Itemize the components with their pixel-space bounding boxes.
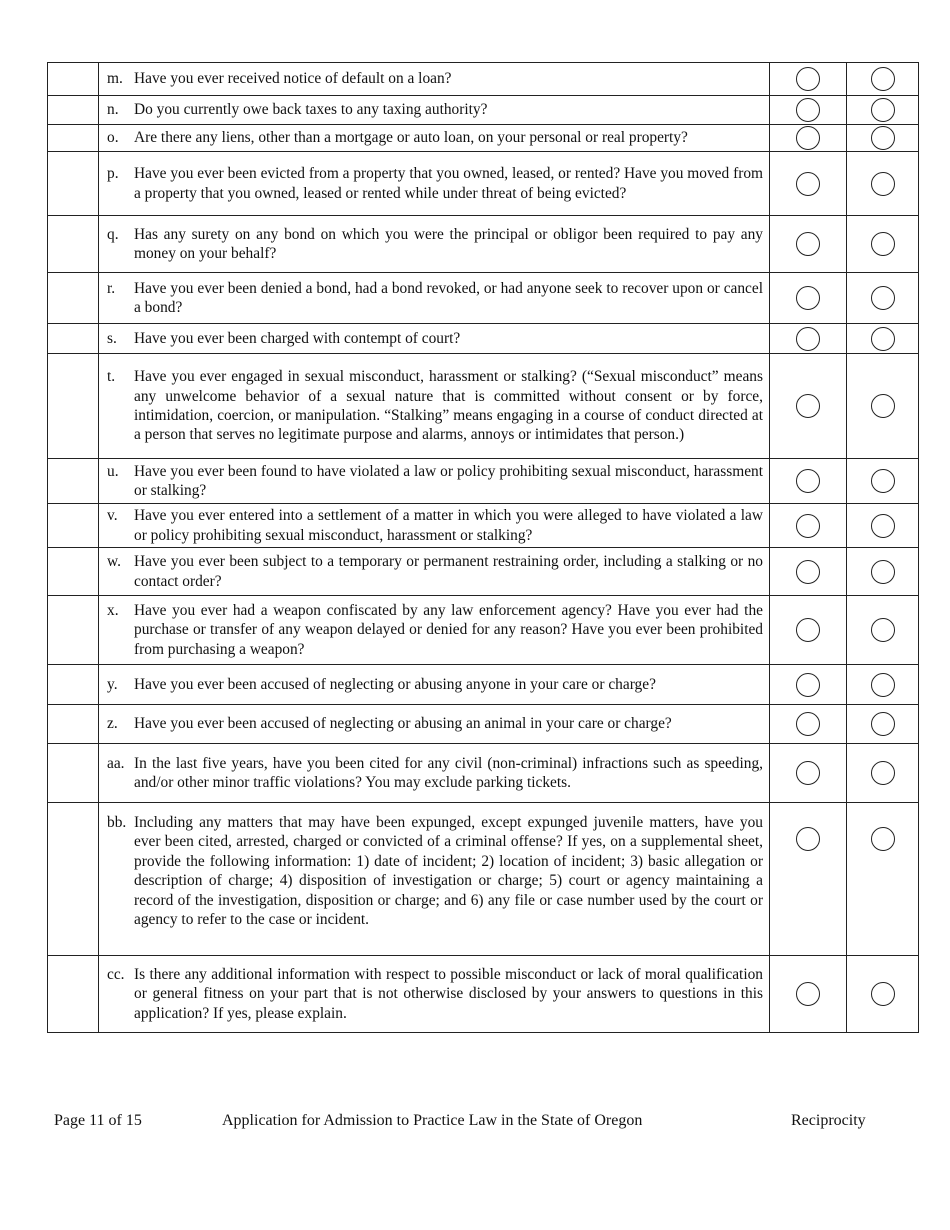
radio-no-y[interactable]: [871, 673, 895, 697]
question-row-q: [48, 216, 919, 273]
question-letter: cc.: [107, 965, 125, 983]
radio-yes-cc[interactable]: [796, 982, 820, 1006]
question-cell: [99, 504, 770, 548]
question-cell: [99, 744, 770, 803]
question-cell: [99, 803, 770, 956]
radio-yes-x[interactable]: [796, 618, 820, 642]
question-cell: [99, 273, 770, 324]
blank-column: [48, 548, 99, 596]
question-row-s: [48, 324, 919, 354]
radio-yes-u[interactable]: [796, 469, 820, 493]
radio-no-r[interactable]: [871, 286, 895, 310]
question-letter: y.: [107, 675, 118, 693]
question-cell: [99, 705, 770, 744]
question-row-z: [48, 705, 919, 744]
radio-yes-aa[interactable]: [796, 761, 820, 785]
question-letter: bb.: [107, 814, 127, 831]
document-title: Application for Admission to Practice Law in the State of Oregon: [222, 1112, 643, 1129]
question-row-cc: [48, 956, 919, 1033]
question-text: Have you ever been charged with contempt of court?: [134, 329, 461, 347]
radio-no-o[interactable]: [871, 126, 895, 150]
radio-no-cc[interactable]: [871, 982, 895, 1006]
page-number: Page 11 of 15: [54, 1112, 142, 1129]
radio-no-x[interactable]: [871, 618, 895, 642]
radio-yes-p[interactable]: [796, 172, 820, 196]
radio-no-w[interactable]: [871, 560, 895, 584]
radio-yes-y[interactable]: [796, 673, 820, 697]
question-cell: [99, 596, 770, 665]
radio-no-n[interactable]: [871, 98, 895, 122]
blank-column: [48, 354, 99, 459]
blank-column: [48, 956, 99, 1033]
radio-no-bb[interactable]: [871, 827, 895, 851]
question-letter: m.: [107, 70, 123, 88]
radio-yes-w[interactable]: [796, 560, 820, 584]
question-text: Have you ever been evicted from a property that you owned, leased, or rented? Have you moved from a property that you owned, leased or rented while under threat of being evicted?: [134, 165, 763, 202]
question-row-w: [48, 548, 919, 596]
blank-column: [48, 324, 99, 354]
radio-no-q[interactable]: [871, 232, 895, 256]
question-row-u: [48, 459, 919, 504]
question-row-m: [48, 63, 919, 96]
question-text: Have you ever been accused of neglecting or abusing anyone in your care or charge?: [134, 675, 656, 693]
question-text: Have you ever entered into a settlement of a matter in which you were alleged to have violated a law or policy prohibiting sexual misconduct, harassment or stalking?: [134, 507, 763, 544]
question-letter: o.: [107, 129, 119, 147]
question-row-aa: [48, 744, 919, 803]
blank-column: [48, 744, 99, 803]
blank-column: [48, 665, 99, 705]
question-text: Including any matters that may have been expunged, except expunged juvenile matters, have you ever been cited, arrested, charged or convicted of a criminal offense? If yes, on a supplemental sheet, provide the following information: 1) date of incident; 2) location of incident; 3) basic allegation or description of charge; 4) disposition of investigation or charge; 5) court or agency maintaining a record of the investigation, disposition or charge; and 6) any file or case number used by the court or agency to refer to the case or incident.: [134, 814, 763, 929]
question-cell: [99, 152, 770, 216]
radio-yes-n[interactable]: [796, 98, 820, 122]
question-letter: w.: [107, 553, 121, 571]
question-text: Do you currently owe back taxes to any taxing authority?: [134, 101, 488, 119]
question-text: Have you ever engaged in sexual misconduct, harassment or stalking? (“Sexual misconduct” means any unwelcome behavior of a sexual nature that is committed without consent or by force, intimidation, coercion, or manipulation. “Stalking” means engaging in a course of conduct directed at a person that serves no legitimate purpose and alarms, annoys or intimidates that person.): [134, 368, 763, 444]
question-text: Have you ever been subject to a temporary or permanent restraining order, including a stalking or no contact order?: [134, 553, 763, 590]
question-cell: [99, 665, 770, 705]
radio-yes-t[interactable]: [796, 394, 820, 418]
question-letter: z.: [107, 715, 118, 733]
radio-yes-v[interactable]: [796, 514, 820, 538]
question-row-o: [48, 125, 919, 152]
radio-no-v[interactable]: [871, 514, 895, 538]
blank-column: [48, 63, 99, 96]
radio-no-aa[interactable]: [871, 761, 895, 785]
question-text: Is there any additional information with respect to possible misconduct or lack of moral qualification or general fitness on your part that is not otherwise disclosed by your answers to questions in this application? If yes, please explain.: [134, 965, 763, 1022]
blank-column: [48, 273, 99, 324]
question-row-v: [48, 504, 919, 548]
question-cell: [99, 125, 770, 152]
blank-column: [48, 705, 99, 744]
radio-yes-z[interactable]: [796, 712, 820, 736]
question-row-n: [48, 96, 919, 125]
question-cell: [99, 459, 770, 504]
radio-no-p[interactable]: [871, 172, 895, 196]
question-text: Have you ever been denied a bond, had a bond revoked, or had anyone seek to recover upon or cancel a bond?: [134, 279, 763, 316]
blank-column: [48, 216, 99, 273]
question-letter: p.: [107, 165, 119, 183]
question-row-x: [48, 596, 919, 665]
question-cell: [99, 548, 770, 596]
question-letter: q.: [107, 225, 119, 243]
question-letter: u.: [107, 462, 119, 480]
radio-no-s[interactable]: [871, 327, 895, 351]
blank-column: [48, 96, 99, 125]
radio-no-t[interactable]: [871, 394, 895, 418]
radio-yes-r[interactable]: [796, 286, 820, 310]
question-letter: v.: [107, 507, 118, 525]
questions-table: [47, 62, 919, 1033]
question-text: In the last five years, have you been cited for any civil (non-criminal) infractions such as speeding, and/or other minor traffic violations? You may exclude parking tickets.: [134, 754, 763, 791]
radio-yes-s[interactable]: [796, 327, 820, 351]
question-letter: t.: [107, 368, 116, 386]
blank-column: [48, 459, 99, 504]
document-category: Reciprocity: [791, 1112, 866, 1129]
radio-no-m[interactable]: [871, 67, 895, 91]
question-cell: [99, 324, 770, 354]
blank-column: [48, 152, 99, 216]
question-cell: [99, 63, 770, 96]
question-text: Are there any liens, other than a mortgage or auto loan, on your personal or real property?: [134, 129, 688, 147]
question-row-p: [48, 152, 919, 216]
radio-no-z[interactable]: [871, 712, 895, 736]
radio-yes-q[interactable]: [796, 232, 820, 256]
question-cell: [99, 216, 770, 273]
blank-column: [48, 125, 99, 152]
radio-yes-bb[interactable]: [796, 827, 820, 851]
question-text: Have you ever had a weapon confiscated by any law enforcement agency? Have you ever had the purchase or transfer of any weapon delayed or denied for any reason? Have you ever been prohibited from purchasing a weapon?: [134, 601, 763, 658]
question-letter: x.: [107, 601, 119, 619]
question-text: Have you ever been accused of neglecting or abusing an animal in your care or charge?: [134, 715, 672, 733]
radio-yes-m[interactable]: [796, 67, 820, 91]
question-cell: [99, 956, 770, 1033]
question-text: Have you ever been found to have violated a law or policy prohibiting sexual misconduct, harassment or stalking?: [134, 462, 763, 499]
question-row-t: [48, 354, 919, 459]
blank-column: [48, 504, 99, 548]
question-cell: [99, 354, 770, 459]
question-text: Have you ever received notice of default on a loan?: [134, 70, 452, 88]
radio-yes-o[interactable]: [796, 126, 820, 150]
radio-no-u[interactable]: [871, 469, 895, 493]
question-cell: [99, 96, 770, 125]
question-row-y: [48, 665, 919, 705]
blank-column: [48, 596, 99, 665]
question-row-r: [48, 273, 919, 324]
question-letter: s.: [107, 329, 117, 347]
question-letter: aa.: [107, 754, 125, 772]
blank-column: [48, 803, 99, 956]
question-row-bb: [48, 803, 919, 956]
question-letter: r.: [107, 279, 116, 297]
question-letter: n.: [107, 101, 119, 119]
question-text: Has any surety on any bond on which you were the principal or obligor been required to pay any money on your behalf?: [134, 225, 763, 262]
